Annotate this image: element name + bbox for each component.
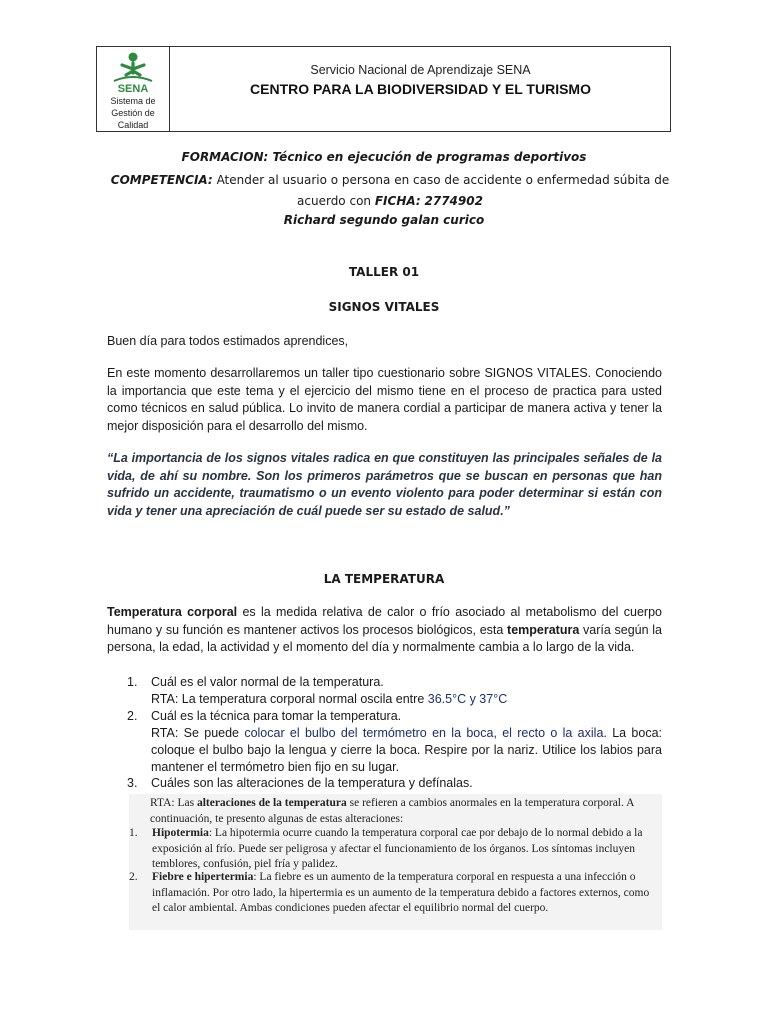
temperature-definition xyxy=(107,604,662,657)
formacion-line: FORMACION: Técnico en ejecución de programas deportivos xyxy=(181,150,587,164)
logo-caption xyxy=(97,95,169,131)
question-number: 3. xyxy=(127,776,138,790)
answer-highlight: colocar el bulbo del termómetro en la boca, el recto o la axila xyxy=(244,726,604,740)
ficha-label: FICHA: xyxy=(374,194,421,208)
alteration-text xyxy=(152,870,652,917)
logo-text: SENA xyxy=(117,83,149,95)
alteration-term: Hipotermia xyxy=(152,827,209,839)
answer-3-box xyxy=(129,794,662,930)
logo-caption-line: Sistema de xyxy=(110,96,156,106)
intro-suffix: se refieren a cambios anormales en la temperatura corporal. A continuación, te presento algunas de estas alteraciones: xyxy=(150,797,634,825)
intro-prefix: RTA: Las xyxy=(150,797,197,809)
question-label: Cuál es la técnica para tomar la temperatura. xyxy=(151,709,402,723)
center-name: CENTRO PARA LA BIODIVERSIDAD Y EL TURISMO xyxy=(250,81,591,97)
definition-text-2: varía según la persona, la edad, la actividad y el momento del día y normalmente cambia a lo largo de la vida. xyxy=(107,622,663,654)
answer-text xyxy=(151,691,662,708)
question-label: Cuáles son las alteraciones de la temperatura y defínalas. xyxy=(151,776,473,790)
sena-logo-icon xyxy=(106,51,160,95)
quote-paragraph: “La importancia de los signos vitales radica en que constituyen las principales señales de la vida, de ahí su nombre. Son los primeros parámetros que se buscan en personas que han sufrido un accidente, traumatismo o un evento violento para poder determinar si están con vida y tener una apreciación de cuál puede ser su estado de salud.” xyxy=(107,451,662,518)
alteration-term: Fiebre e hipertermia xyxy=(152,871,254,883)
answer-text xyxy=(151,725,662,776)
intro-bold: alteraciones de la temperatura xyxy=(196,797,347,809)
answer-highlight: 36.5°C y 37°C xyxy=(427,692,508,706)
question-number: 1. xyxy=(127,675,138,689)
answer-prefix: RTA: La temperatura corporal normal oscila entre xyxy=(151,692,428,706)
question-text xyxy=(151,775,662,792)
question-text xyxy=(151,708,662,776)
competencia-line xyxy=(110,170,670,212)
logo-cell xyxy=(97,47,170,131)
definition-term: Temperatura corporal xyxy=(107,605,238,619)
question-number: 2. xyxy=(127,709,138,723)
institution-name: Servicio Nacional de Aprendizaje SENA xyxy=(310,63,531,77)
question-label: Cuál es el valor normal de la temperatura. xyxy=(151,675,384,689)
logo-caption-line: Calidad xyxy=(117,120,149,130)
definition-term-2: temperatura xyxy=(507,622,580,637)
answer-prefix: RTA: Se puede xyxy=(151,726,245,740)
question-text xyxy=(151,674,662,708)
ficha-value: 2774902 xyxy=(424,194,483,208)
alteration-description: : La fiebre es un aumento de la temperatura corporal en respuesta a una infección o inflamación. Por otro lado, la hipertermia es un aumento de la temperatura debido a factores externos, como el calor ambiental. Ambas condiciones pueden afectar el equilibrio normal del cuerpo. xyxy=(152,871,650,914)
student-name: Richard segundo galan curico xyxy=(283,213,485,227)
answer-3-intro xyxy=(150,796,650,827)
alteration-number: 1. xyxy=(129,827,138,839)
definition-text: es la medida relativa de calor o frío asociado al metabolismo del cuerpo humano y su función es mantener activos los procesos biológicos, esta xyxy=(107,605,662,637)
signos-title: SIGNOS VITALES xyxy=(328,300,440,314)
alteration-text xyxy=(152,826,652,873)
document-header xyxy=(96,46,671,132)
intro-paragraph: En este momento desarrollaremos un taller tipo cuestionario sobre SIGNOS VITALES. Conociendo la importancia que este tema y el ejercicio del mismo tiene en el proceso de practica para usted como técnicos en salud pública. Lo invito de manera cordial a participar de manera activa y tener la mejor disposición para el desarrollo del mismo. xyxy=(107,366,662,433)
taller-title: TALLER 01 xyxy=(348,265,420,279)
section-title-temperatura: LA TEMPERATURA xyxy=(323,572,445,586)
answer-suffix: . La boca: coloque el bulbo bajo la lengua y cierre la boca. Respire por la nariz. Utilice los labios para mantener el termómetro bien fijo en su lugar. xyxy=(151,726,662,774)
competencia-label: COMPETENCIA: xyxy=(110,173,213,187)
competencia-text: Atender al usuario o persona en caso de accidente o enfermedad súbita de acuerdo con xyxy=(216,173,670,208)
alteration-description: : La hipotermia ocurre cuando la temperatura corporal cae por debajo de lo normal debido a la exposición al frío. Puede ser peligrosa y afectar el funcionamiento de los órganos. Los síntomas incluyen temblores, confusión, piel fría y palidez. xyxy=(152,827,643,870)
logo-caption-line: Gestión de xyxy=(111,108,155,118)
alteration-number: 2. xyxy=(129,871,138,883)
greeting: Buen día para todos estimados aprendices, xyxy=(107,334,349,348)
